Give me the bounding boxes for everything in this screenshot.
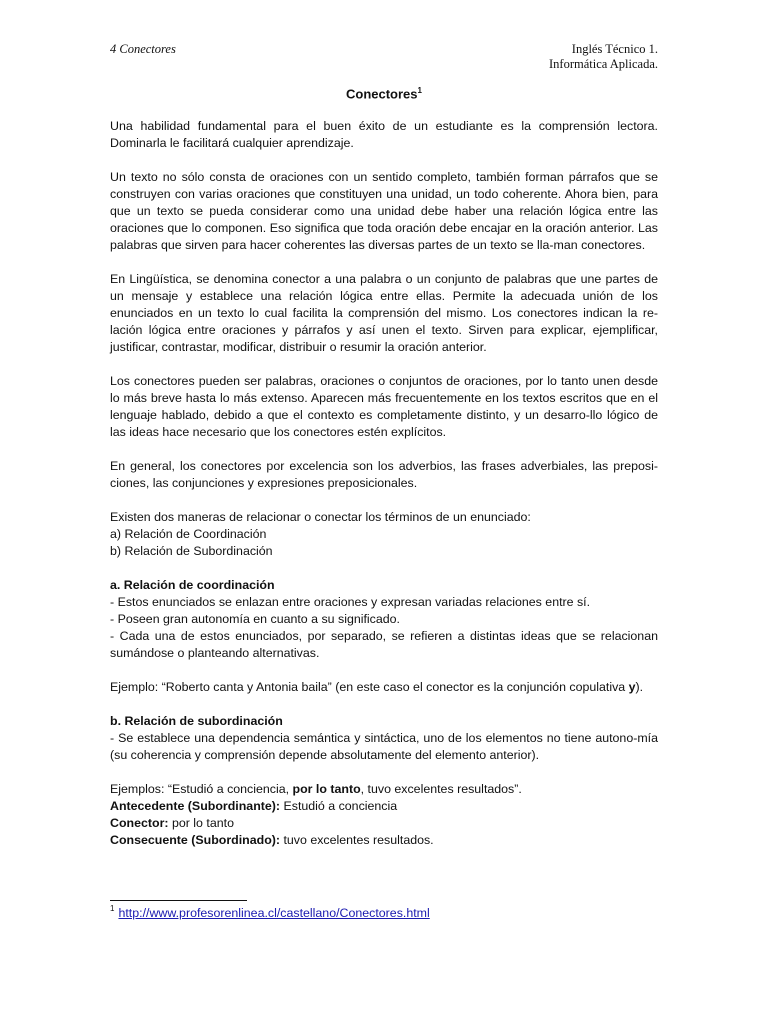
paragraph-general: En general, los conectores por excelencia son los adverbios, las frases adverbiales, las preposi-ciones, las conjunciones y expresiones preposicionales.	[110, 459, 658, 490]
document-body	[110, 118, 658, 849]
section-heading-subordination: b. Relación de subordinación	[110, 714, 283, 728]
footnote-link[interactable]: http://www.profesorenlinea.cl/castellano/Conectores.html	[118, 906, 430, 920]
paragraph-text-definition: Un texto no sólo consta de oraciones con un sentido completo, también forman párrafos que se construyen con varias oraciones que constituyen una unidad, un todo coherente. Ahora bien, para que un texto se pueda considerar como una unidad debe haber una relación lógica entre las oraciones que lo componen. Eso significa que toda oración debe encajar en la oración anterior. Las palabras que sirven para hacer coherentes las diversas partes de un texto se lla-man conectores.	[110, 170, 658, 252]
conector-line: Conector: por lo tanto	[110, 816, 234, 830]
paragraph-intro: Una habilidad fundamental para el buen éxito de un estudiante es la comprensión lectora. Dominarla le facilitará cualquier aprendizaje.	[110, 119, 658, 150]
header-course: Inglés Técnico 1.	[571, 42, 658, 56]
running-header-right	[549, 42, 658, 72]
footnote-divider	[110, 900, 247, 901]
title-footnote-marker: 1	[417, 86, 422, 95]
subordination-example: Ejemplos: “Estudió a conciencia, por lo tanto, tuvo excelentes resultados”.	[110, 782, 522, 796]
section-heading-coordination: a. Relación de coordinación	[110, 578, 275, 592]
subordination-item: - Se establece una dependencia semántica y sintáctica, uno de los elementos no tiene autono-mía (su coherencia y comprensión depende absolutamente del elemento anterior).	[110, 731, 658, 762]
antecedente-line: Antecedente (Subordinante): Estudió a conciencia	[110, 799, 398, 813]
footnote	[110, 904, 430, 920]
page-title	[0, 86, 768, 101]
consecuente-line: Consecuente (Subordinado): tuvo excelentes resultados.	[110, 833, 434, 847]
footnote-number: 1	[110, 904, 115, 913]
coordination-item-2: - Poseen gran autonomía en cuanto a su significado.	[110, 612, 400, 626]
paragraph-types: Los conectores pueden ser palabras, oraciones o conjuntos de oraciones, por lo tanto unen desde lo más breve hasta lo más extenso. Aparecen más frecuentemente en los textos escritos que en el lenguaje hablado, debido a que el contexto es completamente distinto, y un desarro-llo lógico de las ideas hace necesario que los conectores estén explícitos.	[110, 374, 658, 439]
coordination-example: Ejemplo: “Roberto canta y Antonia baila” (en este caso el conector es la conjunción copulativa y).	[110, 680, 644, 694]
paragraph-ways: Existen dos maneras de relacionar o conectar los términos de un enunciado:	[110, 510, 531, 524]
coordination-item-3: - Cada una de estos enunciados, por separado, se refieren a distintas ideas que se relacionan sumándose o planteando alternativas.	[110, 629, 658, 660]
coordination-item-1: - Estos enunciados se enlazan entre oraciones y expresan variadas relaciones entre sí.	[110, 595, 591, 609]
list-item-coordination: a) Relación de Coordinación	[110, 527, 267, 541]
list-item-subordination: b) Relación de Subordinación	[110, 544, 273, 558]
title-text: Conectores	[346, 86, 418, 102]
running-header-left: 4 Conectores	[110, 42, 176, 56]
paragraph-linguistics: En Lingüística, se denomina conector a una palabra o un conjunto de palabras que une partes de un mensaje y establece una relación lógica entre ellas. Permite la adecuada unión de los enunciados en un texto lo cual facilita la comprensión del mismo. Los conectores indican la re-lación lógica entre oraciones y párrafos y así unen el texto. Sirven para explicar, ejemplificar, justificar, contrastar, modificar, distribuir o resumir la oración anterior.	[110, 272, 658, 354]
header-program: Informática Aplicada.	[549, 57, 658, 71]
